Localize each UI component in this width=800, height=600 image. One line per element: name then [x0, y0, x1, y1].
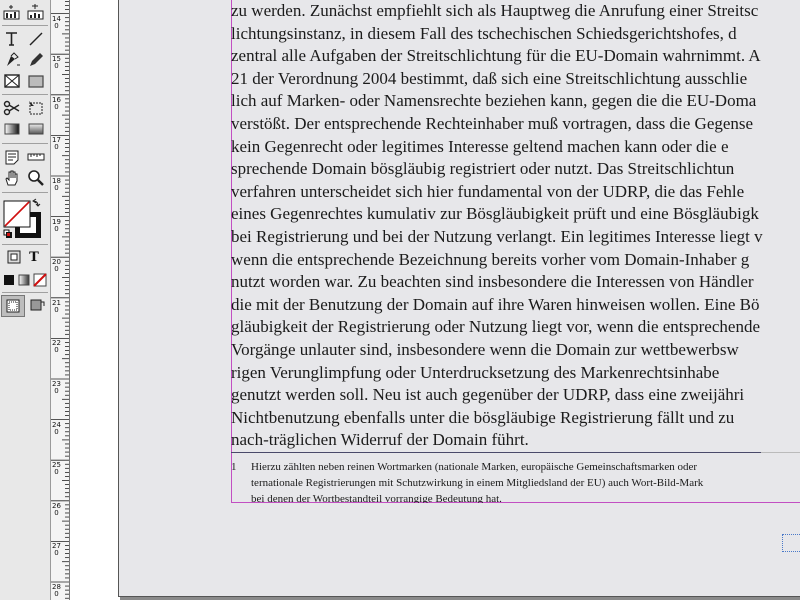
gradient-tool[interactable] — [2, 119, 22, 139]
measure-icon — [27, 148, 45, 166]
ruler-label: 270 — [52, 542, 61, 558]
ruler-label: 260 — [52, 501, 61, 517]
normal-view-icon — [4, 297, 22, 315]
body-text-line: wenn die entsprechende Bezeichnung bereits vorher vom Domain-Inhaber g — [231, 249, 750, 269]
gradient-feather-tool[interactable] — [26, 119, 46, 139]
footnote-separator — [231, 452, 761, 453]
type-on-path-icon — [3, 3, 21, 21]
apply-none-icon — [31, 271, 49, 289]
line-tool[interactable] — [26, 29, 46, 49]
body-text-line: lichtungsinstanz, in diesem Fall des tschechischen Schiedsgerichtshofes, d — [231, 23, 737, 43]
note-icon — [3, 148, 21, 166]
ruler-label: 160 — [52, 95, 61, 111]
body-text-line: verfahren unterscheidet sich hier fundamental von der UDRP, die das Fehle — [231, 181, 745, 201]
ruler-label: 140 — [52, 14, 61, 30]
zoom-icon — [27, 169, 45, 187]
scissors-tool[interactable] — [2, 98, 22, 118]
body-text-line: Nichtbenutzung ebenfalls unter die bösgläubige Registrierung fällt und zu — [231, 407, 735, 427]
footnote-separator-extension — [761, 452, 800, 453]
vertical-ruler[interactable] — [51, 0, 70, 600]
normal-view-button[interactable] — [1, 295, 25, 317]
ruler-label: 210 — [52, 298, 61, 314]
free-transform-icon — [27, 99, 45, 117]
gradient-icon — [3, 120, 21, 138]
body-text-line: 21 der Verordnung 2004 bestimmt, daß sich eine Streitschlichtung ausschlie — [231, 68, 748, 88]
footnote[interactable] — [231, 459, 800, 503]
ruler-label: 280 — [52, 583, 61, 598]
body-text-line: zentral alle Aufgaben der Streitschlichtung für die EU-Domain wahrnimmt. A — [231, 46, 761, 66]
preview-view-button[interactable] — [27, 295, 47, 315]
footnote-number: 1 — [231, 461, 237, 473]
pen-tool[interactable] — [2, 50, 22, 70]
footnote-line: Hierzu zählten neben reinen Wortmarken (nationale Marken, europäische Gemeinschaftsmarken oder — [251, 461, 698, 473]
tools-panel — [0, 0, 51, 600]
scissors-icon — [3, 99, 21, 117]
body-text-line: genutzt werden soll. Neu ist auch gegenüber der UDRP, dass eine zweijähri — [231, 385, 745, 405]
pencil-tool[interactable] — [26, 50, 46, 70]
footnote-text — [251, 459, 800, 503]
formatting-text-icon: T — [29, 249, 39, 265]
type-icon — [3, 30, 21, 48]
free-transform-tool[interactable] — [26, 98, 46, 118]
zoom-tool[interactable] — [26, 168, 46, 188]
body-text-line: nach-träglichen Widerruf der Domain führt. — [231, 430, 529, 450]
body-text-line: lich auf Marken- oder Namensrechte beziehen kann, gegen die die EU-Doma — [231, 91, 757, 111]
formatting-text-button[interactable] — [24, 247, 44, 267]
note-tool[interactable] — [2, 147, 22, 167]
line-icon — [27, 30, 45, 48]
preview-view-icon — [28, 296, 46, 314]
ruler-label: 150 — [52, 55, 61, 71]
vertical-type-icon — [27, 3, 45, 21]
vertical-type-tool[interactable] — [26, 2, 46, 22]
body-text-line: eines Gegenrechtes kumulativ zur Bösgläubigkeit prüft und eine Bösgläubigk — [231, 204, 759, 224]
rectangle-tool[interactable] — [26, 71, 46, 91]
ruler-label: 230 — [52, 380, 61, 395]
body-text-line: verstößt. Der entsprechende Rechteinhaber muß vortragen, dass die Gegense — [231, 113, 754, 133]
ruler-label: 190 — [52, 217, 61, 233]
body-text-line: kein Gegenrecht oder legitimes Interesse geltend machen kann oder die e — [231, 136, 729, 156]
ruler-label: 240 — [52, 420, 61, 436]
gradient-feather-icon — [27, 120, 45, 138]
formatting-container-button[interactable] — [4, 247, 24, 267]
rectangle-frame-icon — [3, 72, 21, 90]
type-tool[interactable] — [2, 29, 22, 49]
ruler-label: 180 — [52, 177, 61, 192]
body-text-line: gläubigkeit der Registrierung oder Nutzung liegt vor, wenn die entsprechende — [231, 317, 760, 337]
footnote-line: ternationale Registrierungen mit Schutzwirkung in einem Mitgliedsland der EU) auch Wort-Bild-Mark — [251, 477, 704, 489]
apply-none-button[interactable] — [30, 270, 50, 290]
body-text-line: Vorgänge unlauter sind, insbesondere wenn die Domain zur wettbewerbsw — [231, 339, 739, 359]
body-text-line: die mit der Benutzung der Domain auf ihre Waren hinweisen wollen. Eine Bö — [231, 294, 760, 314]
type-on-path-tool[interactable] — [2, 2, 22, 22]
ruler-label: 200 — [52, 258, 61, 274]
ruler-label: 170 — [52, 136, 61, 152]
text-frame[interactable] — [231, 0, 800, 452]
body-text-line: nutzt worden war. Zu beachten sind insbesondere die Interessen von Händler — [231, 272, 754, 292]
footnote-line: bei denen der Wortbestandteil vorrangige Bedeutung hat. — [251, 493, 502, 503]
ruler-label: 250 — [52, 461, 61, 477]
body-text-line: sprechende Domain bösgläubig registriert oder nutzt. Das Streitschlichtun — [231, 159, 735, 179]
ruler-label: 220 — [52, 339, 61, 355]
formatting-container-icon — [5, 248, 23, 266]
hand-icon — [3, 169, 21, 187]
body-text-line: rigen Verunglimpfung oder Unterdrucksetzung des Markenrechtsinhabe — [231, 362, 720, 382]
pencil-icon — [27, 51, 45, 69]
pen-icon — [3, 51, 21, 69]
body-text-line: zu werden. Zunächst empfiehlt sich als Hauptweg die Anrufung einer Streitsc — [231, 1, 759, 20]
fill-stroke-icon — [3, 198, 43, 240]
fill-stroke-swatch[interactable] — [3, 198, 43, 240]
empty-frame[interactable] — [782, 534, 800, 552]
hand-tool[interactable] — [2, 168, 22, 188]
rectangle-icon — [27, 72, 45, 90]
measure-tool[interactable] — [26, 147, 46, 167]
rectangle-frame-tool[interactable] — [2, 71, 22, 91]
body-text-line: bei Registrierung und bei der Nutzung verlangt. Ein legitimes Interesse liegt v — [231, 226, 763, 246]
